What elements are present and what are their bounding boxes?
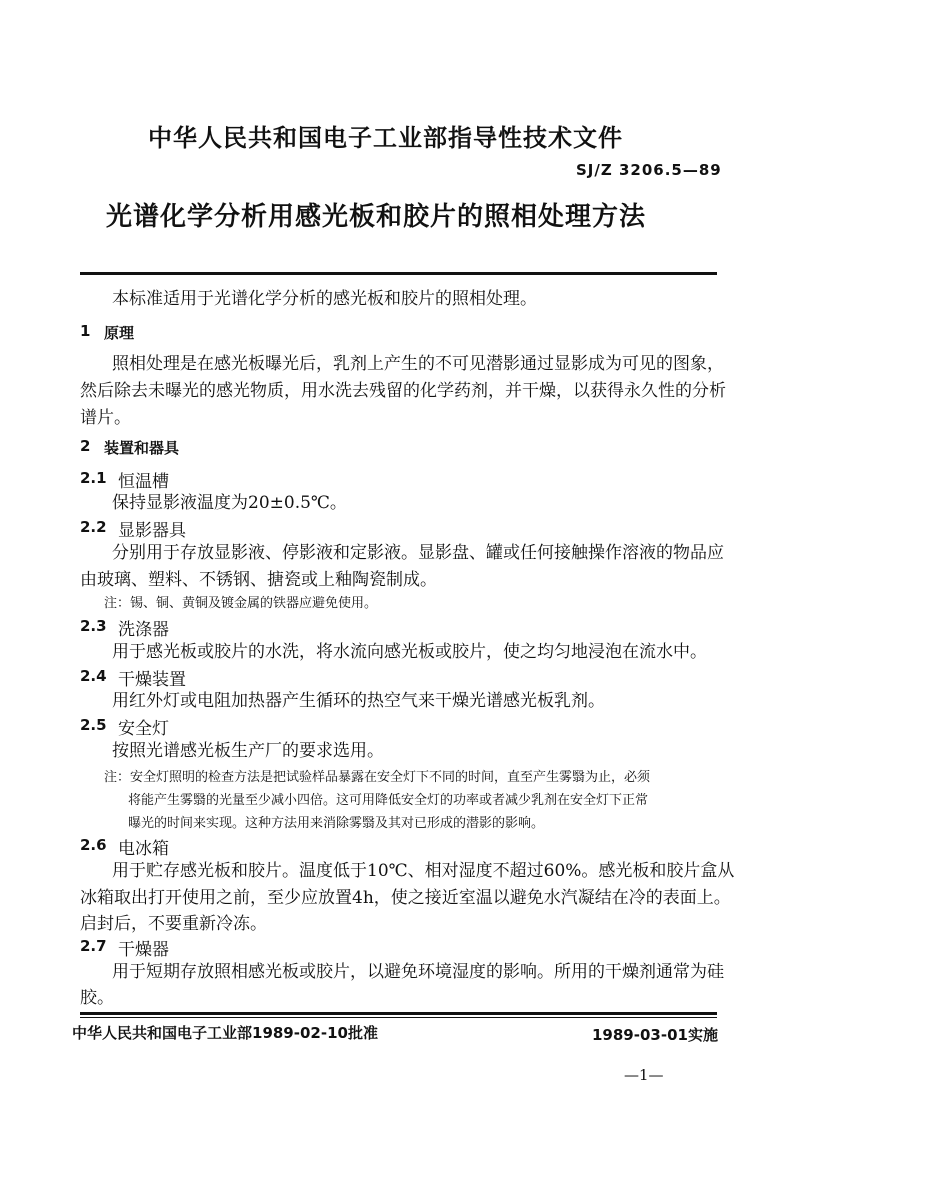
page-number: —1— xyxy=(624,1066,664,1084)
subsection-2-5-note-line: 注：安全灯照明的检查方法是把试验样品暴露在安全灯下不同的时间，直至产生雾翳为止，必须 xyxy=(104,770,651,785)
subsection-2-4-number: 2.4 xyxy=(80,667,107,685)
subsection-2-3-number: 2.3 xyxy=(80,617,107,635)
subsection-2-7-line: 胶。 xyxy=(80,988,114,1008)
subsection-2-6-title: 电冰箱 xyxy=(118,839,169,859)
subsection-2-2-line: 由玻璃、塑料、不锈钢、搪瓷或上釉陶瓷制成。 xyxy=(80,570,437,590)
subsection-2-6-line: 用于贮存感光板和胶片。温度低于10℃、相对湿度不超过60%。感光板和胶片盒从 xyxy=(112,861,735,881)
document-title: 光谱化学分析用感光板和胶片的照相处理方法 xyxy=(106,202,647,232)
subsection-2-2-line: 分别用于存放显影液、停影液和定影液。显影盘、罐或任何接触操作溶液的物品应 xyxy=(112,543,724,563)
subsection-2-5-note-line: 将能产生雾翳的光量至少减小四倍。这可用降低安全灯的功率或者减少乳剂在安全灯下正常 xyxy=(128,793,649,808)
subsection-2-5-text: 按照光谱感光板生产厂的要求选用。 xyxy=(112,741,384,761)
subsection-2-7-line: 用于短期存放照相感光板或胶片，以避免环境湿度的影响。所用的干燥剂通常为硅 xyxy=(112,962,724,982)
standard-code: SJ/Z 3206.5—89 xyxy=(576,161,722,179)
subsection-2-1-text: 保持显影液温度为20±0.5℃。 xyxy=(112,493,347,513)
subsection-2-2-number: 2.2 xyxy=(80,518,107,536)
implementation-date: 1989-03-01实施 xyxy=(592,1026,718,1044)
subsection-2-4-text: 用红外灯或电阻加热器产生循环的热空气来干燥光谱感光板乳剂。 xyxy=(112,691,605,711)
subsection-2-6-number: 2.6 xyxy=(80,836,107,854)
subsection-2-3-title: 洗涤器 xyxy=(118,620,169,640)
subsection-2-1-title: 恒温槽 xyxy=(118,472,169,492)
subsection-2-5-title: 安全灯 xyxy=(118,719,169,739)
section-1-line: 然后除去未曝光的感光物质，用水洗去残留的化学药剂，并干燥，以获得永久性的分析 xyxy=(80,381,726,401)
section-1-title: 原理 xyxy=(104,324,135,342)
subsection-2-5-number: 2.5 xyxy=(80,716,107,734)
section-1-line: 谱片。 xyxy=(80,408,131,428)
footer-rule-thin xyxy=(80,1017,717,1018)
subsection-2-3-text: 用于感光板或胶片的水洗，将水流向感光板或胶片，使之均匀地浸泡在流水中。 xyxy=(112,642,707,662)
subsection-2-6-line: 启封后，不要重新冷冻。 xyxy=(80,914,267,934)
section-1-line: 照相处理是在感光板曝光后，乳剂上产生的不可见潜影通过显影成为可见的图象， xyxy=(112,354,724,374)
header-rule xyxy=(80,272,717,275)
subsection-2-7-title: 干燥器 xyxy=(118,940,169,960)
section-1-number: 1 xyxy=(80,322,91,340)
subsection-2-1-number: 2.1 xyxy=(80,469,107,487)
footer-rule-thick xyxy=(80,1012,717,1015)
section-2-number: 2 xyxy=(80,437,91,455)
subsection-2-6-line: 冰箱取出打开使用之前，至少应放置4h，使之接近室温以避免水汽凝结在冷的表面上。 xyxy=(80,888,731,908)
subsection-2-7-number: 2.7 xyxy=(80,937,107,955)
section-2-title: 装置和器具 xyxy=(104,439,180,457)
intro-paragraph: 本标准适用于光谱化学分析的感光板和胶片的照相处理。 xyxy=(112,289,537,309)
subsection-2-2-note: 注：锡、铜、黄铜及镀金属的铁器应避免使用。 xyxy=(104,596,378,611)
subsection-2-2-title: 显影器具 xyxy=(118,521,186,541)
subsection-2-5-note-line: 曝光的时间来实现。这种方法用来消除雾翳及其对已形成的潜影的影响。 xyxy=(128,816,545,831)
issuing-organization: 中华人民共和国电子工业部指导性技术文件 xyxy=(148,124,623,152)
approval-date: 中华人民共和国电子工业部1989-02-10批准 xyxy=(72,1024,378,1042)
subsection-2-4-title: 干燥装置 xyxy=(118,670,186,690)
